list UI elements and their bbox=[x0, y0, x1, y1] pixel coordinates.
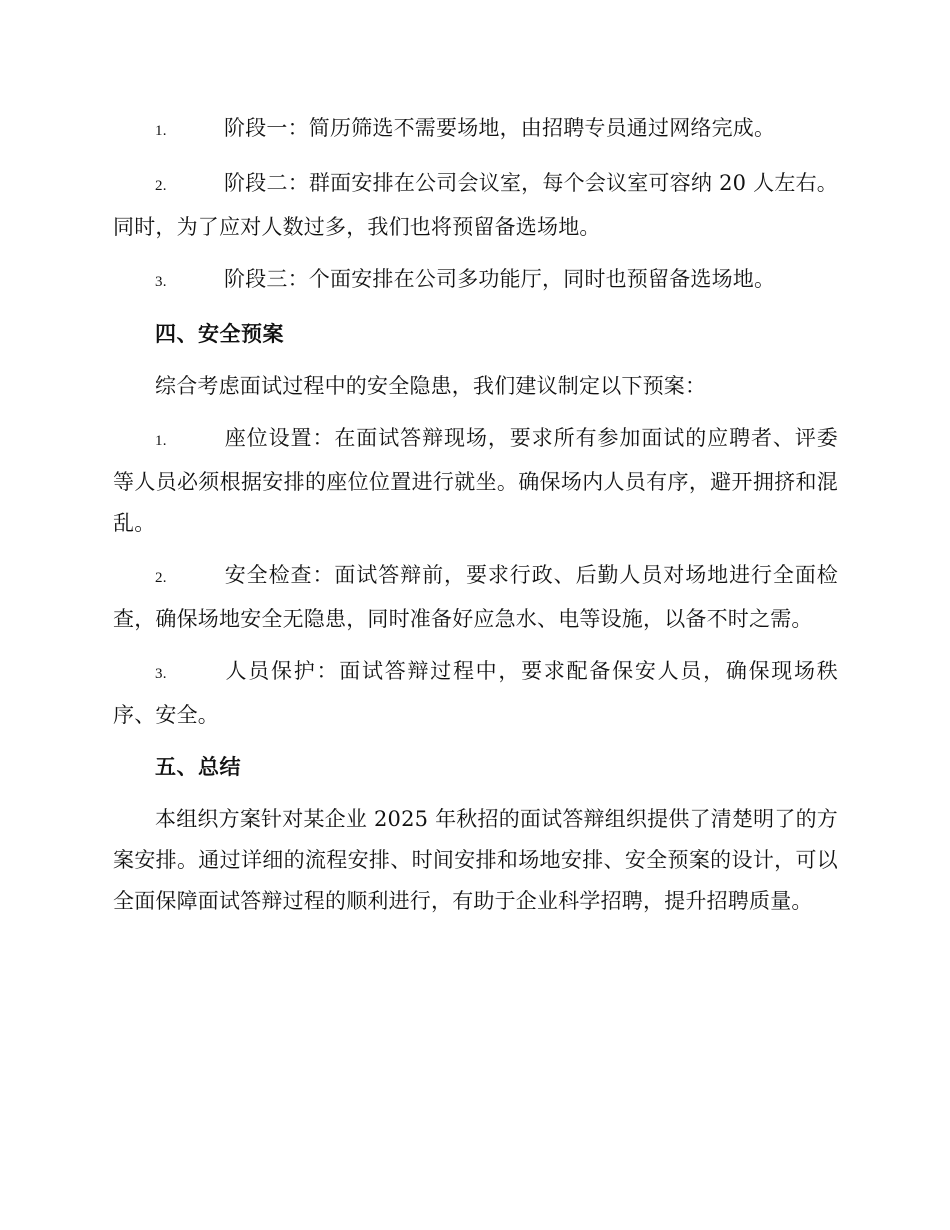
list-text: 座位设置：在面试答辩现场，要求所有参加面试的应聘者、评委等人员必须根据安排的座位位置进行就坐。确保场内人员有序，避开拥挤和混乱。 bbox=[113, 426, 838, 535]
list-text: 阶段三：个面安排在公司多功能厅，同时也预留备选场地。 bbox=[224, 267, 776, 291]
list-text: 安全检查：面试答辩前，要求行政、后勤人员对场地进行全面检查，确保场地安全无隐患，同时准备好应急水、电等设施，以备不时之需。 bbox=[113, 563, 838, 631]
list-number: 3. bbox=[155, 666, 167, 682]
section-heading-summary: 五、总结 bbox=[155, 755, 241, 779]
safety-item-1 bbox=[113, 418, 838, 544]
list-text: 人员保护：面试答辩过程中，要求配备保安人员，确保现场秩序、安全。 bbox=[113, 659, 838, 727]
list-number: 3. bbox=[155, 274, 167, 290]
stage-item-1 bbox=[113, 108, 838, 152]
list-number: 1. bbox=[155, 433, 167, 449]
stage-item-3 bbox=[113, 259, 838, 303]
section-heading-safety: 四、安全预案 bbox=[155, 322, 284, 346]
list-text: 阶段二：群面安排在公司会议室，每个会议室可容纳 20 人左右。同时，为了应对人数过多，我们也将预留备选场地。 bbox=[113, 171, 838, 239]
stage-item-2 bbox=[113, 163, 838, 248]
document-body bbox=[113, 108, 838, 933]
summary-paragraph: 本组织方案针对某企业 2025 年秋招的面试答辩组织提供了清楚明了的方案安排。通过详细的流程安排、时间安排和场地安排、安全预案的设计，可以全面保障面试答辩过程的顺利进行，有助于企业科学招聘，提升招聘质量。 bbox=[113, 807, 838, 913]
safety-item-2 bbox=[113, 555, 838, 640]
list-text: 阶段一：简历筛选不需要场地，由招聘专员通过网络完成。 bbox=[224, 116, 776, 140]
list-number: 2. bbox=[155, 570, 167, 586]
section-intro-safety: 综合考虑面试过程中的安全隐患，我们建议制定以下预案： bbox=[155, 374, 707, 398]
list-number: 1. bbox=[155, 123, 167, 139]
list-number: 2. bbox=[155, 178, 167, 194]
safety-item-3 bbox=[113, 651, 838, 736]
